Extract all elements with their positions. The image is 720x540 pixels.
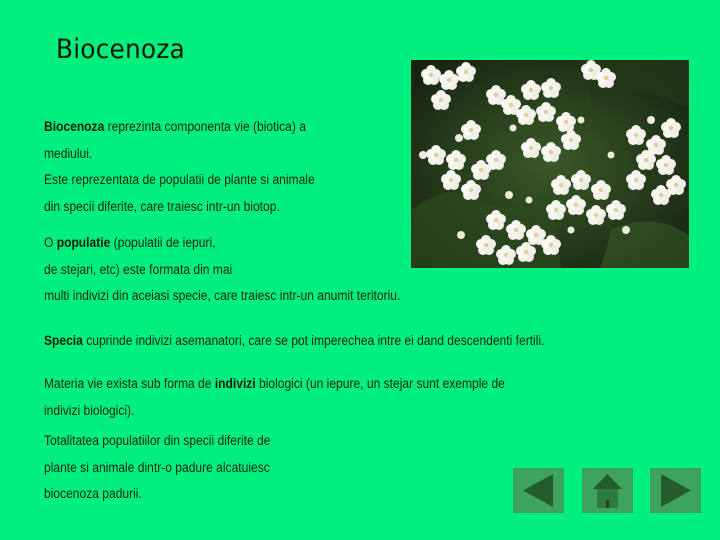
paragraph-biocenoza-definition: Biocenoza reprezinta componenta vie (biotica) a mediului. Este reprezentata de populatii de plante si animale din specii diferite, care traiesc intr-un biotop. — [44, 119, 315, 214]
paragraph-specia-definition: Specia cuprinde indivizi asemanatori, care se pot imperechea intre ei dand descendenti fertili. — [44, 333, 545, 348]
hawthorn-flowers-photo — [411, 60, 689, 268]
flower-image-icon — [411, 60, 689, 268]
home-button[interactable] — [582, 468, 633, 513]
triangle-left-icon — [513, 468, 564, 513]
next-slide-button[interactable] — [650, 468, 701, 513]
slide-title: Biocenoza — [56, 34, 185, 65]
term-biocenoza: Biocenoza — [44, 119, 105, 134]
house-icon — [582, 468, 633, 513]
previous-slide-button[interactable] — [513, 468, 564, 513]
paragraph-indivizi-definition: Materia vie exista sub forma de indivizi biologici (un iepure, un stejar sunt exemple de indivizi biologici). — [44, 376, 505, 418]
term-indivizi: indivizi — [214, 376, 256, 391]
paragraph-populatie-definition: O populatie (populatii de iepuri, de stejari, etc) este formata din mai multi indivizi din aceiasi specie, care traiesc intr-un anumit teritoriu. — [44, 235, 401, 303]
paragraph-biocenoza-padurii: Totalitatea populatiilor din specii diferite de plante si animale dintr-o padure alcatuiesc biocenoza padurii. — [44, 433, 271, 501]
triangle-right-icon — [650, 468, 701, 513]
term-populatie: populatie — [56, 235, 111, 250]
term-specia: Specia — [44, 333, 83, 348]
